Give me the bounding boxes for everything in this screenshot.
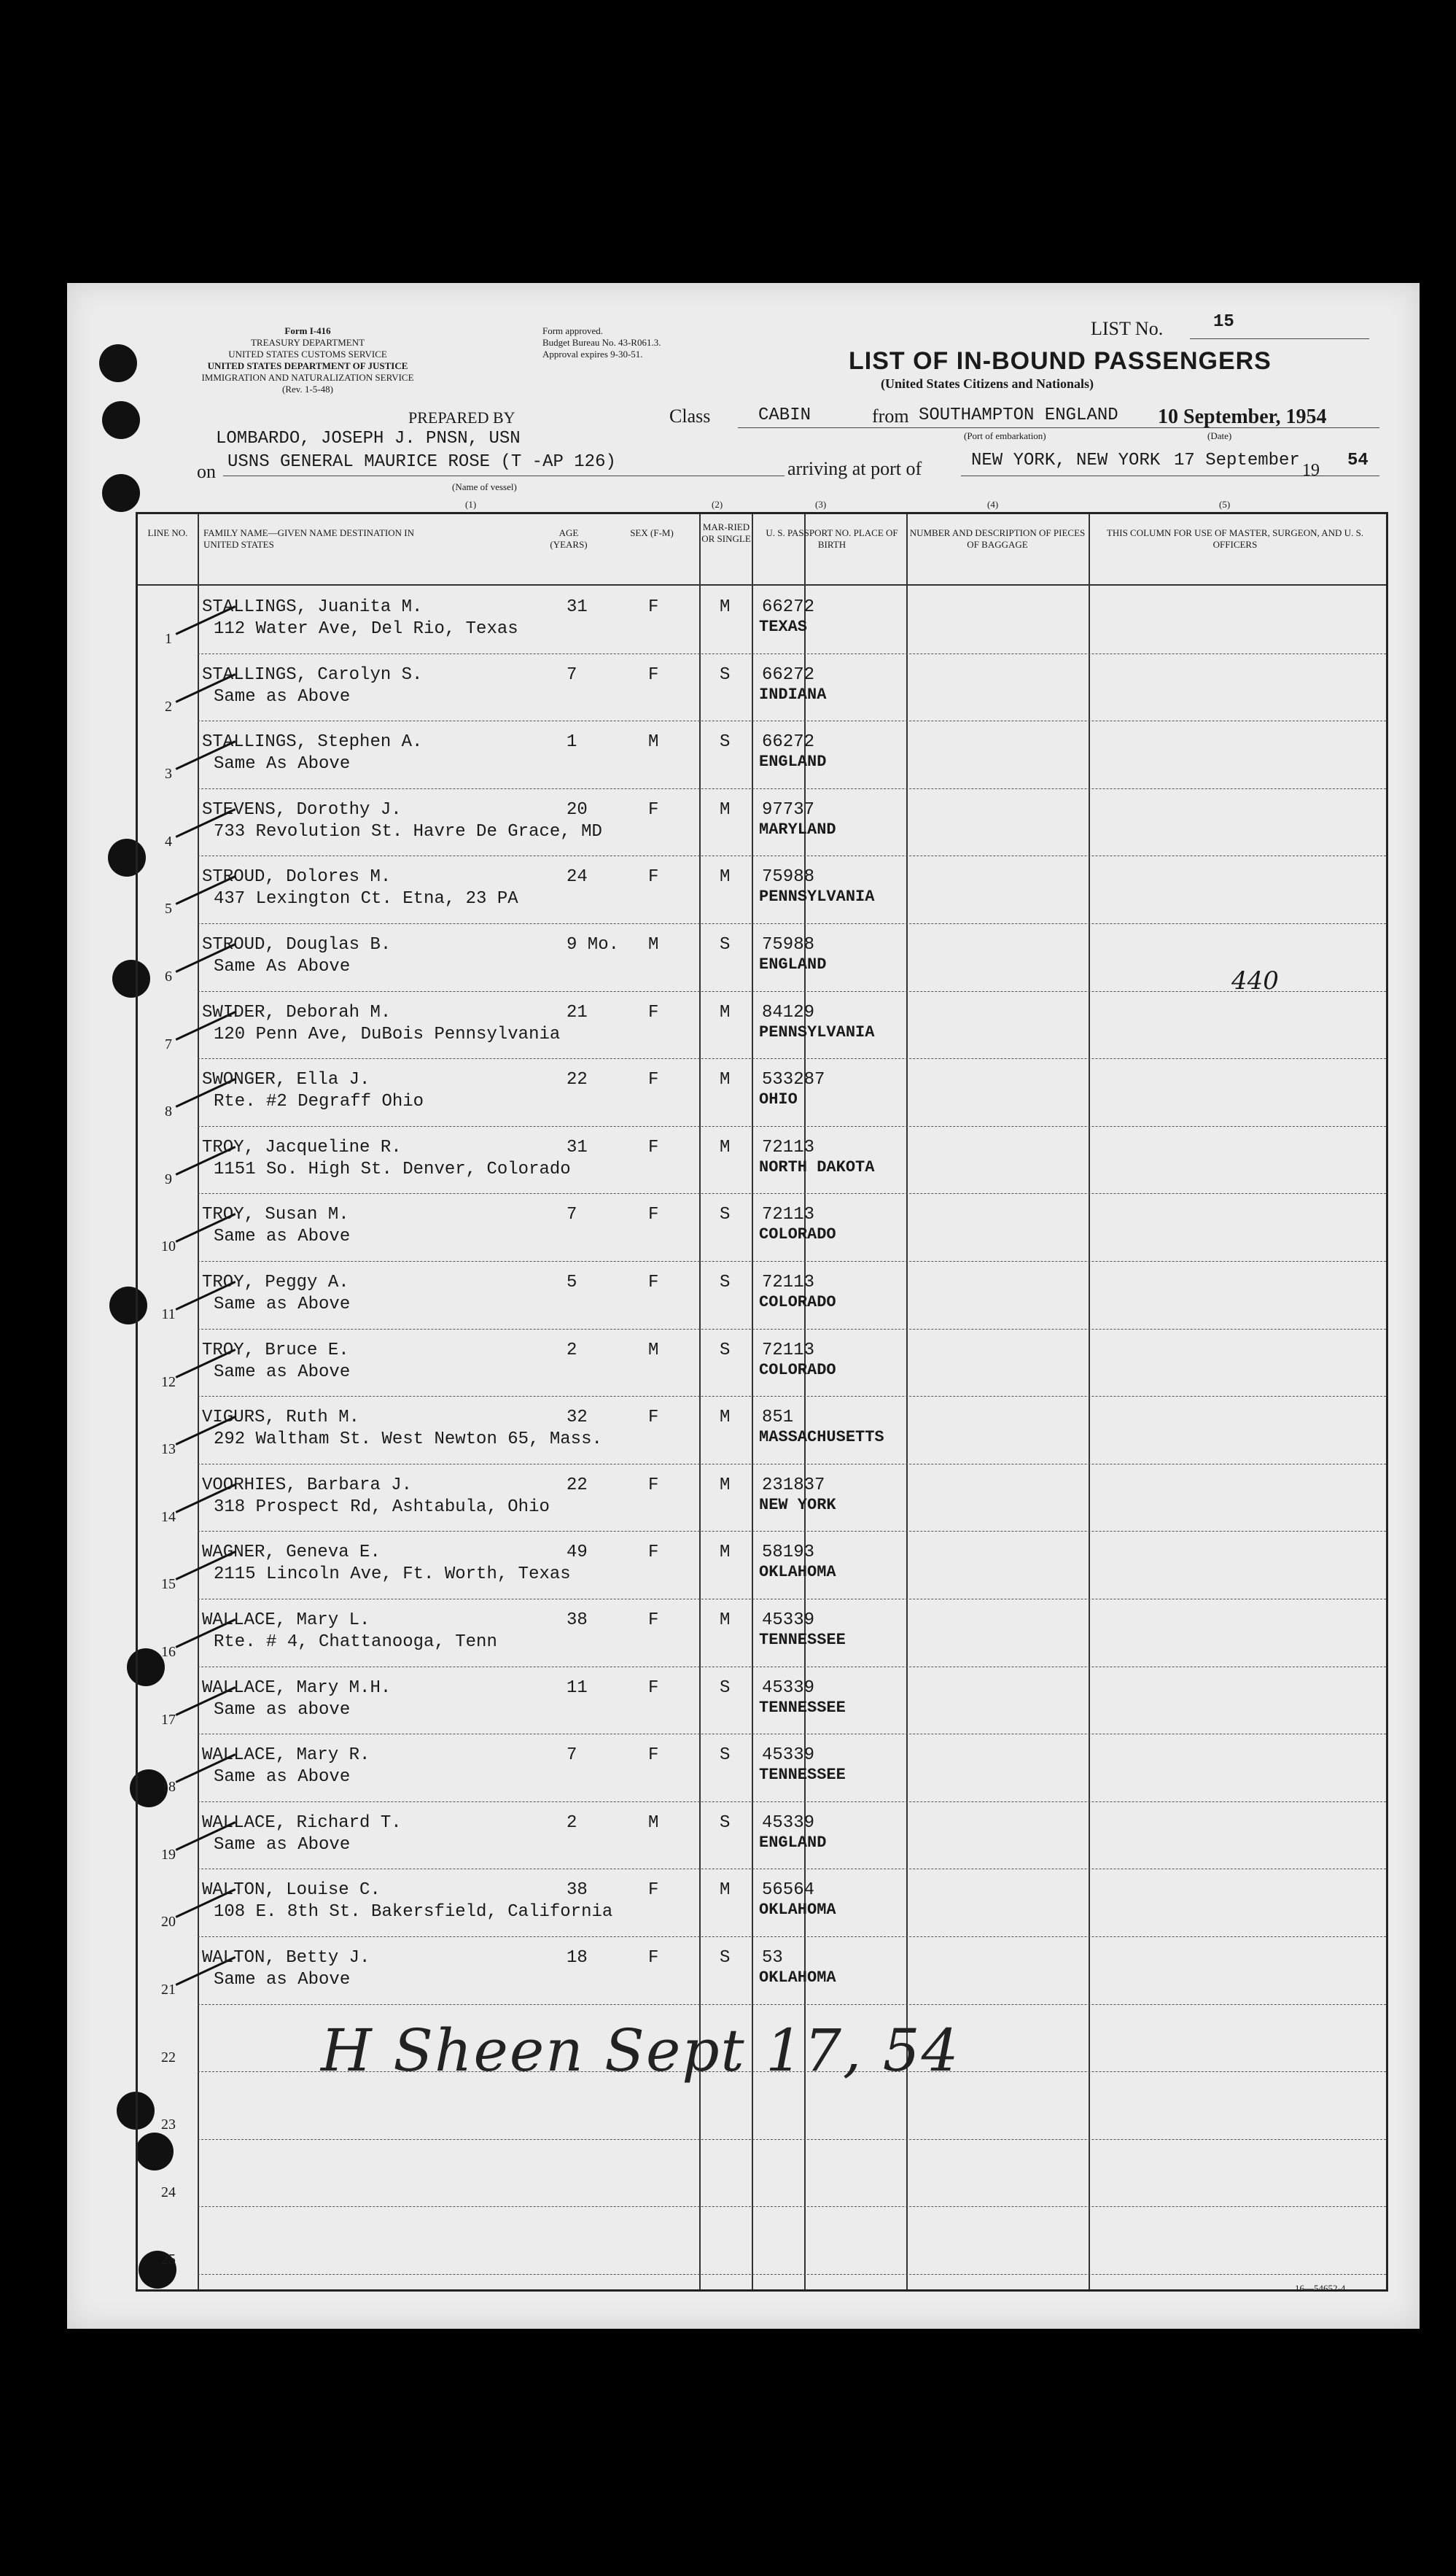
port-caption: (Port of embarkation) [964,430,1046,441]
passenger-destination: 292 Waltham St. West Newton 65, Mass. [214,1429,602,1450]
line-number: 6 [165,969,172,985]
line-number: 19 [161,1846,176,1863]
passenger-sex: F [648,1948,659,1968]
birth-place: INDIANA [759,685,827,704]
passenger-name: VOORHIES, Barbara J. [202,1475,413,1495]
passport-number: 72113 [762,1205,815,1225]
table-row [138,1870,1386,1937]
on-label: on [197,461,216,482]
table-row [138,722,1386,789]
col-head-age: AGE (YEARS) [550,527,588,550]
passenger-name: TROY, Peggy A. [202,1273,349,1292]
col-head-passport: U. S. PASSPORT NO. PLACE OF BIRTH [766,527,898,550]
prepared-by: LOMBARDO, JOSEPH J. PNSN, USN [216,429,521,449]
passenger-age: 24 [567,867,588,888]
passenger-marital: S [720,1205,731,1225]
birth-place: COLORADO [759,1360,836,1379]
passport-number: 58193 [762,1543,815,1563]
passenger-age: 18 [567,1948,588,1968]
passenger-name: STALLINGS, Stephen A. [202,732,423,753]
passenger-age: 11 [567,1677,588,1698]
passenger-destination: Same As Above [214,957,351,977]
passenger-age: 7 [567,1745,577,1766]
passenger-name: SWONGER, Ella J. [202,1070,370,1090]
passenger-destination: Same as Above [214,1295,351,1314]
line-number: 13 [161,1441,176,1458]
passenger-destination: Same as Above [214,1767,351,1788]
line-number: 2 [165,698,172,715]
passenger-name: STEVENS, Dorothy J. [202,799,402,820]
passenger-sex: M [648,732,659,753]
passenger-age: 38 [567,1610,588,1630]
passenger-destination: 1151 So. High St. Denver, Colorado [214,1159,571,1179]
passenger-name: SWIDER, Deborah M. [202,1002,392,1023]
col-head-married: MAR-RIED OR SINGLE [701,521,751,544]
passenger-destination: 2115 Lincoln Ave, Ft. Worth, Texas [214,1564,571,1585]
passenger-name: STROUD, Douglas B. [202,935,392,955]
passenger-marital: S [720,1948,731,1968]
date-caption: (Date) [1207,430,1232,441]
passenger-age: 22 [567,1070,588,1090]
birth-place: ENGLAND [759,955,827,974]
line-number: 7 [165,1036,172,1052]
passport-number: 72113 [762,1137,815,1157]
table-row [138,1600,1386,1667]
passenger-marital: S [720,1677,731,1698]
passport-number: 66272 [762,597,815,617]
table-row [138,1938,1386,2005]
passenger-age: 7 [567,664,577,685]
line-number: 11 [161,1306,176,1322]
departure-date: 10 September, 1954 [1158,406,1327,428]
line-number: 5 [165,901,172,917]
col-head-baggage: NUMBER AND DESCRIPTION OF PIECES OF BAGGAGE [909,527,1086,550]
birth-place: TENNESSEE [759,1698,846,1717]
line-number: 16 [161,1644,176,1660]
col-head-line: LINE NO. [147,527,188,538]
table-row [138,2141,1386,2208]
passport-number: 851 [762,1408,794,1428]
passport-number: 84129 [762,1002,815,1023]
line-number: 23 [161,2117,176,2133]
passenger-name: WALTON, Louise C. [202,1880,381,1901]
table-row [138,1735,1386,1802]
punch-hole [99,344,137,382]
passenger-destination: 108 E. 8th St. Bakersfield, California [214,1902,613,1923]
passenger-name: STALLINGS, Juanita M. [202,597,423,617]
line-number: 24 [161,2184,176,2200]
table-row [138,857,1386,924]
line-number: 18 [161,1779,176,1796]
passenger-age: 31 [567,1137,588,1157]
line-number: 14 [161,1508,176,1525]
table-row [138,1128,1386,1195]
birth-place: MARYLAND [759,820,836,839]
passenger-destination: 112 Water Ave, Del Rio, Texas [214,619,518,639]
passenger-destination: Same as Above [214,1834,351,1855]
passenger-name: WALLACE, Richard T. [202,1812,402,1833]
embarkation-port: SOUTHAMPTON ENGLAND [919,406,1118,425]
line-number: 20 [161,1914,176,1931]
passenger-marital: S [720,1273,731,1292]
line-number: 9 [165,1171,172,1187]
passport-number: 45339 [762,1812,815,1833]
passenger-destination: Same as above [214,1699,351,1720]
class-value: CABIN [758,406,811,425]
passenger-marital: M [720,1610,731,1630]
passenger-sex: F [648,799,659,820]
passport-number: 66272 [762,732,815,753]
table-row [138,655,1386,722]
line-number: 4 [165,833,172,850]
signature: H Sheen Sept 17, 54 [321,2017,960,2084]
passenger-marital: M [720,1475,731,1495]
passenger-age: 49 [567,1543,588,1563]
table-row [138,1330,1386,1397]
passenger-age: 2 [567,1340,577,1360]
passport-number: 97737 [762,799,815,820]
passenger-sex: M [648,1340,659,1360]
col-head-sex: SEX (F-M) [630,527,674,538]
passenger-destination: 318 Prospect Rd, Ashtabula, Ohio [214,1497,550,1517]
passenger-age: 22 [567,1475,588,1495]
table-row [138,1397,1386,1464]
passenger-sex: F [648,1408,659,1428]
passenger-sex: F [648,1610,659,1630]
table-row [138,993,1386,1060]
footer-code: 16—54652-4 [1295,2283,1346,2294]
passenger-marital: M [720,597,731,617]
line-number: 25 [161,2251,176,2268]
vessel-caption: (Name of vessel) [452,481,517,492]
line-number: 1 [165,631,172,647]
col-number-4: (4) [987,499,999,510]
passenger-marital: S [720,1745,731,1766]
passport-number: 45339 [762,1745,815,1766]
passenger-sex: F [648,1677,659,1698]
col-number-5: (5) [1219,499,1231,510]
passenger-name: WAGNER, Geneva E. [202,1543,381,1563]
arrival-year: 54 [1347,451,1369,470]
passenger-name: WALLACE, Mary L. [202,1610,370,1630]
passport-number: 66272 [762,664,815,685]
passenger-destination: Same as Above [214,1970,351,1990]
arrival-port: NEW YORK, NEW YORK [971,451,1161,470]
passenger-destination: Same As Above [214,754,351,775]
table-row [138,790,1386,857]
col-number-2: (2) [712,499,723,510]
passenger-name: VIGURS, Ruth M. [202,1408,360,1428]
birth-place: COLORADO [759,1293,836,1311]
passenger-sex: F [648,1475,659,1495]
list-number: 15 [1213,312,1234,332]
line-number: 15 [161,1576,176,1593]
table-row [138,1532,1386,1599]
table-row [138,1262,1386,1330]
passport-number: 75988 [762,935,815,955]
col-head-name: FAMILY NAME—GIVEN NAME DESTINATION IN UNITED STATES [203,527,415,550]
passport-number: 45339 [762,1677,815,1698]
prepared-by-label: PREPARED BY [408,408,515,427]
table-row [138,1803,1386,1870]
page-subtitle: (United States Citizens and Nationals) [881,376,1094,391]
passenger-destination: 120 Penn Ave, DuBois Pennsylvania [214,1024,561,1044]
table-row [138,1465,1386,1532]
from-label: from [872,406,909,427]
passport-number: 72113 [762,1340,815,1360]
approval-block: Form approved. Budget Bureau No. 43-R061.3. Approval expires 9-30-51. [542,325,661,360]
passenger-age: 38 [567,1880,588,1901]
table-row [138,1668,1386,1735]
passenger-marital: S [720,935,731,955]
passenger-marital: M [720,1880,731,1901]
passenger-age: 5 [567,1273,577,1292]
passenger-sex: M [648,935,659,955]
passenger-name: WALLACE, Mary M.H. [202,1677,392,1698]
list-number-label: LIST No. [1091,318,1164,339]
passenger-name: TROY, Jacqueline R. [202,1137,402,1157]
passenger-destination: 733 Revolution St. Havre De Grace, MD [214,821,602,842]
passenger-marital: M [720,1543,731,1563]
vessel-name: USNS GENERAL MAURICE ROSE (T -AP 126) [227,452,616,472]
birth-place: OHIO [759,1090,798,1109]
passenger-sex: F [648,1543,659,1563]
passenger-sex: F [648,1745,659,1766]
birth-place: COLORADO [759,1225,836,1244]
class-label: Class [669,406,711,427]
officer-note: 440 [1231,966,1279,996]
passenger-age: 2 [567,1812,577,1833]
passenger-age: 9 Mo. [567,935,620,955]
passenger-marital: M [720,1408,731,1428]
passenger-marital: M [720,867,731,888]
passenger-sex: F [648,664,659,685]
passenger-age: 31 [567,597,588,617]
passenger-name: WALLACE, Mary R. [202,1745,370,1766]
passenger-sex: F [648,1205,659,1225]
passenger-age: 32 [567,1408,588,1428]
table-row [138,1060,1386,1127]
passenger-destination: 437 Lexington Ct. Etna, 23 PA [214,889,518,909]
passport-number: 75988 [762,867,815,888]
col-number-1: (1) [465,499,477,510]
passenger-marital: M [720,1002,731,1023]
line-number: 8 [165,1103,172,1120]
birth-place: ENGLAND [759,1833,827,1852]
passenger-sex: M [648,1812,659,1833]
arrival-date: 17 September [1174,451,1300,470]
line-number: 3 [165,766,172,783]
col-number-3: (3) [815,499,827,510]
passenger-sex: F [648,1880,659,1901]
passenger-age: 20 [567,799,588,820]
birth-place: PENNSYLVANIA [759,1023,875,1041]
passenger-name: STALLINGS, Carolyn S. [202,664,423,685]
birth-place: OKLAHOMA [759,1901,836,1920]
birth-place: OKLAHOMA [759,1563,836,1582]
year-suffix: 19 [1302,461,1320,480]
birth-place: NORTH DAKOTA [759,1157,875,1176]
passenger-destination: Same as Above [214,1362,351,1382]
passenger-age: 1 [567,732,577,753]
table-row [138,587,1386,654]
passenger-destination: Rte. # 4, Chattanooga, Tenn [214,1632,497,1652]
passenger-sex: F [648,597,659,617]
passenger-marital: M [720,1137,731,1157]
birth-place: ENGLAND [759,753,827,772]
passenger-sex: F [648,1137,659,1157]
line-number: 17 [161,1711,176,1728]
passenger-sex: F [648,867,659,888]
birth-place: TENNESSEE [759,1631,846,1649]
passenger-name: WALTON, Betty J. [202,1948,370,1968]
punch-hole [102,474,140,512]
table-row [138,2208,1386,2275]
passenger-age: 21 [567,1002,588,1023]
birth-place: MASSACHUSETTS [759,1428,884,1447]
passport-number: 53 [762,1948,783,1968]
passport-number: 45339 [762,1610,815,1630]
passport-number: 72113 [762,1273,815,1292]
passenger-sex: F [648,1273,659,1292]
passenger-marital: S [720,732,731,753]
passenger-marital: S [720,664,731,685]
passenger-name: STROUD, Dolores M. [202,867,392,888]
passenger-destination: Rte. #2 Degraff Ohio [214,1092,424,1112]
arriving-label: arriving at port of [787,458,922,479]
passenger-marital: M [720,799,731,820]
table-row [138,925,1386,992]
passenger-age: 7 [567,1205,577,1225]
birth-place: NEW YORK [759,1495,836,1514]
passenger-sex: F [648,1070,659,1090]
passenger-name: TROY, Bruce E. [202,1340,349,1360]
passenger-destination: Same as Above [214,1227,351,1247]
line-number: 12 [161,1373,176,1390]
passenger-destination: Same as Above [214,686,351,707]
passenger-sex: F [648,1002,659,1023]
passenger-marital: M [720,1070,731,1090]
birth-place: PENNSYLVANIA [759,888,875,907]
passport-number: 231837 [762,1475,825,1495]
line-number: 22 [161,2049,176,2065]
col-head-officers: THIS COLUMN FOR USE OF MASTER, SURGEON, AND U. S. OFFICERS [1106,527,1364,550]
birth-place: TEXAS [759,618,808,636]
birth-place: TENNESSEE [759,1766,846,1785]
passport-number: 56564 [762,1880,815,1901]
passenger-name: TROY, Susan M. [202,1205,349,1225]
line-number: 10 [161,1238,176,1255]
passport-number: 533287 [762,1070,825,1090]
table-row [138,1195,1386,1262]
passenger-marital: S [720,1812,731,1833]
line-number: 21 [161,1982,176,1998]
page-title: LIST OF IN-BOUND PASSENGERS [849,347,1272,375]
passenger-marital: S [720,1340,731,1360]
form-block: Form I-416 TREASURY DEPARTMENT UNITED STATES CUSTOMS SERVICE UNITED STATES DEPARTMENT OF JUSTICE IMMIGRATION AND NATURALIZATION SERVICE (Rev. 1-5-48) [201,325,414,395]
birth-place: OKLAHOMA [759,1968,836,1987]
punch-hole [102,401,140,439]
